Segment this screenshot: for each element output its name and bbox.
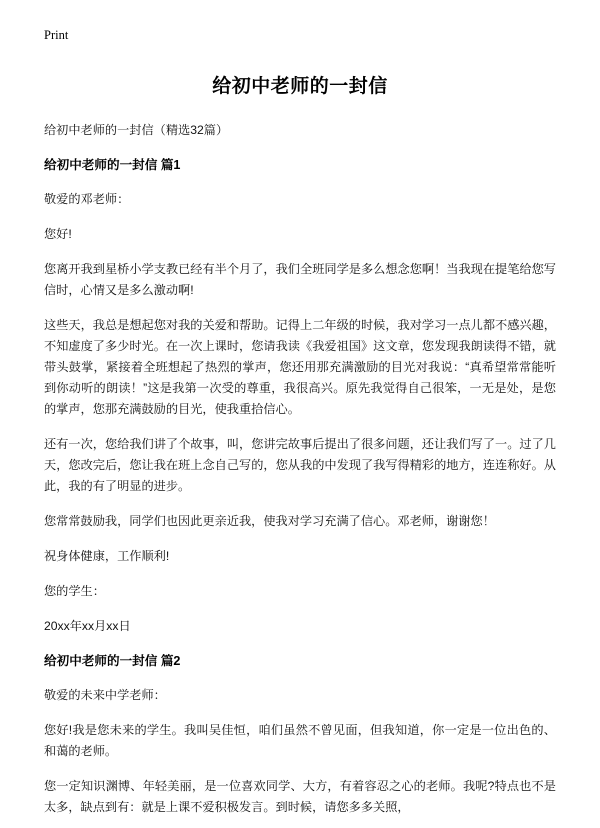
document-subtitle: 给初中老师的一封信（精选32篇） bbox=[44, 123, 229, 137]
paragraph: 您好! bbox=[44, 227, 72, 242]
paragraph: 还有一次，您给我们讲了个故事，叫，您讲完故事后提出了很多问题，还让我们写了一。过了几天，您改完后，您让我在班上念自己写的，您从我的中发现了我写得精彩的地方，连连称好。从此，我的有了明显的进步。 bbox=[44, 436, 556, 493]
paragraph: 您常常鼓励我，同学们也因此更亲近我，使我对学习充满了信心。邓老师，谢谢您！ bbox=[44, 513, 495, 528]
paragraph: 您一定知识渊博、年轻美丽，是一位喜欢同学、大方，有着容忍之心的老师。我呢?特点也不是太多，缺点到有：就是上课不爱积极发言。到时候，请您多多关照， bbox=[44, 778, 556, 814]
paragraph: 敬爱的邓老师： bbox=[44, 192, 130, 207]
page-title: 给初中老师的一封信 bbox=[212, 76, 388, 97]
paragraph: 您的学生： bbox=[44, 583, 105, 598]
paragraph: 这些天，我总是想起您对我的关爱和帮助。记得上二年级的时候，我对学习一点儿都不感兴趣，不知虚度了多少时光。在一次上课时，您请我读《我爱祖国》这文章，您发现我朗读得不错，就带头鼓掌，紧接着全班想起了热烈的掌声，您还用那充满激励的目光对我说：“真希望常常能听到你动听的朗读！”这是我第一次受的尊重，我很高兴。原先我觉得自己很笨，一无是处，是您的掌声，您那充满鼓励的目光，使我重拾信心。 bbox=[44, 318, 556, 416]
paragraph: 您好!我是您未来的学生。我叫吴佳恒，咱们虽然不曾见面，但我知道，你一定是一位出色的、和蔼的老师。 bbox=[44, 723, 556, 758]
paragraph: 20xx年xx月xx日 bbox=[44, 618, 131, 633]
section-heading: 给初中老师的一封信 篇2 bbox=[44, 653, 181, 668]
section-heading: 给初中老师的一封信 篇1 bbox=[44, 157, 181, 172]
paragraph: 您离开我到星桥小学支教已经有半个月了，我们全班同学是多么想念您啊！当我现在提笔给您写信时，心情又是多么激动啊! bbox=[44, 262, 556, 298]
paragraph: 敬爱的未来中学老师： bbox=[44, 688, 166, 703]
print-button[interactable]: Print bbox=[44, 28, 69, 42]
paragraph: 祝身体健康，工作顺利! bbox=[44, 548, 170, 563]
